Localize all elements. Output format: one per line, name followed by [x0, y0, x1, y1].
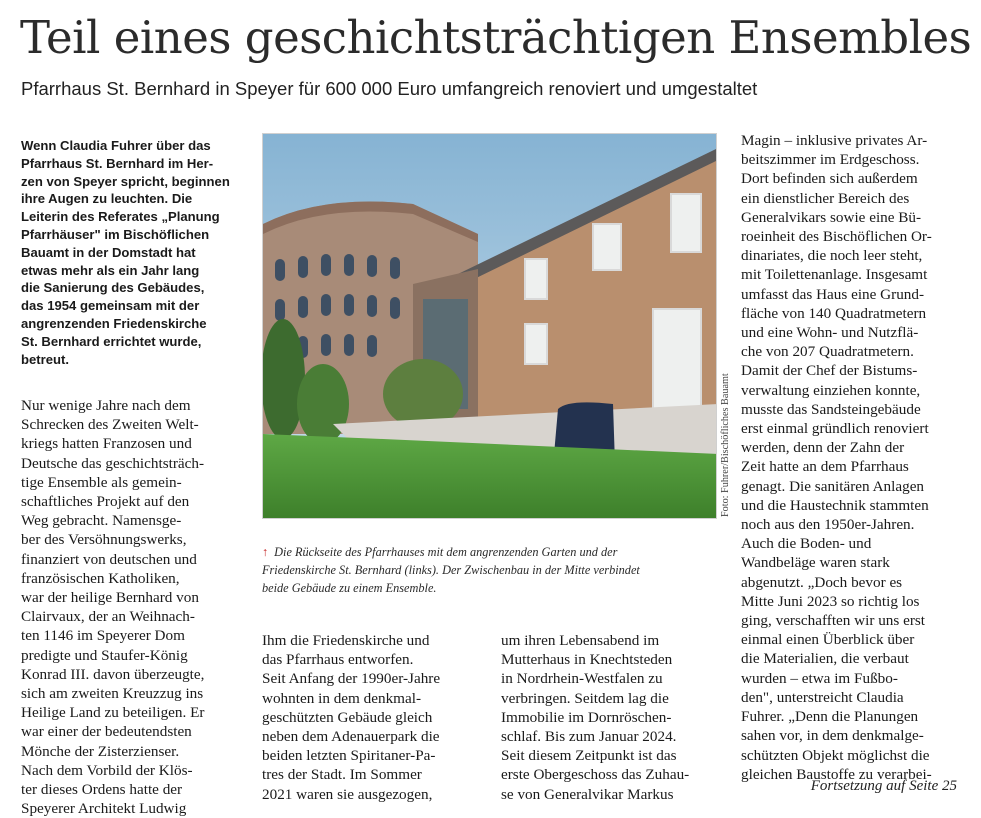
text-line: ter dieses Ordens hatte der — [21, 781, 183, 799]
text-line: ging, verschafften wir uns erst — [741, 612, 926, 630]
text-line: tige Ensemble als gemein- — [21, 473, 182, 491]
text-line: Wandbeläge waren stark — [741, 554, 890, 572]
body-column-4 — [741, 131, 963, 784]
text-line: Damit der Chef der Bistums- — [741, 362, 918, 380]
body-column-1 — [21, 396, 243, 818]
text-line: sahen vor, in dem denkmalge- — [741, 727, 924, 745]
text-line: Wenn Claudia Fuhrer über das — [21, 138, 211, 153]
text-line: etwas mehr als ein Jahr lang — [21, 262, 200, 278]
caption-line: ↑ Die Rückseite des Pfarrhauses mit dem angrenzenden Garten und der — [262, 545, 618, 559]
text-line: roeinheit des Bischöflichen Or- — [741, 228, 932, 246]
text-line: sich am zweiten Kreuzzug ins — [21, 685, 204, 703]
text-line: und eine Wohn- und Nutzflä- — [741, 324, 919, 342]
text-line: erste Obergeschoss das Zuhau- — [501, 766, 690, 784]
text-line: einmal einen Überblick über — [741, 631, 915, 649]
text-line: Pfarrhaus St. Bernhard im Her- — [21, 155, 214, 171]
text-line: fläche von 140 Quadratmetern — [741, 304, 927, 322]
text-line: finanziert von deutschen und — [21, 550, 197, 568]
text-line: Mitte Juni 2023 so richtig los — [741, 592, 920, 610]
text-line: genagt. Die sanitären Anlagen — [741, 477, 925, 495]
text-line: Heilige Land zu beteiligen. Er — [21, 704, 205, 722]
text-line: umfasst das Haus eine Grund- — [741, 285, 925, 303]
text-line: erst einmal gründlich renoviert — [741, 420, 929, 438]
text-line: mit Toilettenanlage. Insgesamt — [741, 266, 928, 284]
text-line: wohnten in dem denkmal- — [262, 689, 422, 707]
photo-illustration — [263, 134, 717, 519]
text-line: Auch die Boden- und — [741, 535, 872, 553]
text-line: schlaf. Bis zum Januar 2024. — [501, 728, 677, 746]
text-line: predigte und Staufer-König — [21, 646, 188, 664]
text-line: Dort befinden sich außerdem — [741, 170, 918, 188]
body-column-3 — [501, 631, 721, 804]
photo-credit-text: Foto: Fuhrer/Bischöfliches Bauamt — [720, 373, 731, 517]
text-line: ten 1146 im Speyerer Dom — [21, 627, 185, 645]
text-line: Ihm die Friedenskirche und — [262, 632, 430, 649]
text-line: Zeit hatte an dem Pfarrhaus — [741, 458, 909, 476]
photo-caption — [262, 543, 722, 597]
text-line: Mönche der Zisterzienser. — [21, 742, 180, 760]
text-line: zen von Speyer spricht, beginnen — [21, 173, 230, 189]
text-line: Generalvikars sowie eine Bü- — [741, 208, 922, 226]
text-line: war der heilige Bernhard von — [21, 589, 199, 607]
text-line: geschützten Gebäude gleich — [262, 708, 433, 726]
caption-line: Friedenskirche St. Bernhard (links). Der Zwischenbau in der Mitte verbindet — [262, 563, 640, 577]
text-line: Immobilie im Dornröschen- — [501, 708, 672, 726]
text-line: die Sanierung des Gebäudes, — [21, 280, 205, 296]
text-line: Nach dem Vorbild der Klös- — [21, 761, 193, 779]
text-line: beitszimmer im Erdgeschoss. — [741, 151, 920, 169]
text-line: schützten Objekt möglichst die — [741, 746, 930, 764]
text-line: tres der Stadt. Im Sommer — [262, 766, 422, 784]
text-line: verwaltung einziehen konnte, — [741, 381, 921, 399]
text-line: betreut. — [21, 351, 70, 367]
lead-paragraph — [21, 137, 241, 368]
text-line: kriegs hatten Franzosen und — [21, 435, 192, 453]
article-photo — [262, 133, 717, 519]
text-line: den", unterstreicht Claudia — [741, 688, 904, 706]
text-line: ber des Versöhnungswerks, — [21, 531, 187, 549]
text-line: werden, denn der Zahn der — [741, 439, 905, 457]
text-line: neben dem Adenauerpark die — [262, 728, 440, 746]
continuation-note: Fortsetzung auf Seite 25 — [810, 778, 957, 794]
body-column-2 — [262, 631, 482, 804]
text-line: schaftliches Projekt auf den — [21, 493, 190, 511]
text-line: Deutsche das geschichtsträch- — [21, 454, 205, 472]
text-line: um ihren Lebensabend im — [501, 632, 660, 649]
text-line: das Pfarrhaus entworfen. — [262, 651, 414, 669]
text-line: Speyerer Architekt Ludwig — [21, 800, 187, 818]
text-line: Konrad III. davon überzeugte, — [21, 665, 205, 683]
text-line: Fuhrer. „Denn die Planungen — [741, 708, 919, 726]
text-line: Leiterin des Referates „Planung — [21, 209, 220, 225]
text-line: ihre Augen zu leuchten. Die — [21, 191, 193, 207]
text-line: angrenzenden Friedenskirche — [21, 315, 207, 331]
caption-line: beide Gebäude zu einem Ensemble. — [262, 581, 437, 595]
headline: Teil eines geschichtsträchtigen Ensembles — [20, 11, 972, 64]
text-line: beiden letzten Spiritaner-Pa- — [262, 747, 436, 765]
text-line: Weg gebracht. Namensge- — [21, 512, 182, 530]
text-line: das 1954 gemeinsam mit der — [21, 298, 200, 314]
photo-credit — [719, 133, 733, 519]
text-line: und die Haustechnik stammten — [741, 496, 929, 514]
text-line: ein dienstlicher Bereich des — [741, 189, 910, 207]
text-line: Bauamt in der Domstadt hat — [21, 244, 196, 260]
subheadline: Pfarrhaus St. Bernhard in Speyer für 600 000 Euro umfangreich renoviert und umgestaltet — [21, 78, 758, 99]
text-line: noch aus den 1950er-Jahren. — [741, 516, 915, 534]
text-line: Magin – inklusive privates Ar- — [741, 132, 928, 149]
text-line: Clairvaux, der an Weihnach- — [21, 608, 195, 626]
text-line: die Materialien, die verbaut — [741, 650, 909, 668]
text-line: abgenutzt. „Doch bevor es — [741, 573, 903, 591]
text-line: verbringen. Seitdem lag die — [501, 689, 669, 707]
text-line: dinariates, die noch leer steht, — [741, 247, 923, 265]
arrow-up-icon: ↑ — [262, 545, 269, 559]
text-line: Nur wenige Jahre nach dem — [21, 397, 191, 414]
text-line: wurden – etwa im Fußbo- — [741, 669, 898, 687]
text-line: in Nordrhein-Westfalen zu — [501, 670, 663, 688]
text-line: se von Generalvikar Markus — [501, 785, 674, 803]
text-line: Seit diesem Zeitpunkt ist das — [501, 747, 677, 765]
text-line: Mutterhaus in Knechtsteden — [501, 651, 673, 669]
text-line: gleichen Baustoffe zu verarbei- — [741, 765, 932, 783]
text-line: Pfarrhäuser" im Bischöflichen — [21, 226, 210, 242]
text-line: 2021 waren sie ausgezogen, — [262, 785, 433, 803]
text-line: musste das Sandsteingebäude — [741, 400, 921, 418]
text-line: französischen Katholiken, — [21, 569, 180, 587]
text-line: che von 207 Quadratmetern. — [741, 343, 914, 361]
text-line: St. Bernhard errichtet wurde, — [21, 333, 202, 349]
text-line: Seit Anfang der 1990er-Jahre — [262, 670, 441, 688]
text-line: war einer der bedeutendsten — [21, 723, 192, 741]
text-line: Schrecken des Zweiten Welt- — [21, 416, 199, 434]
